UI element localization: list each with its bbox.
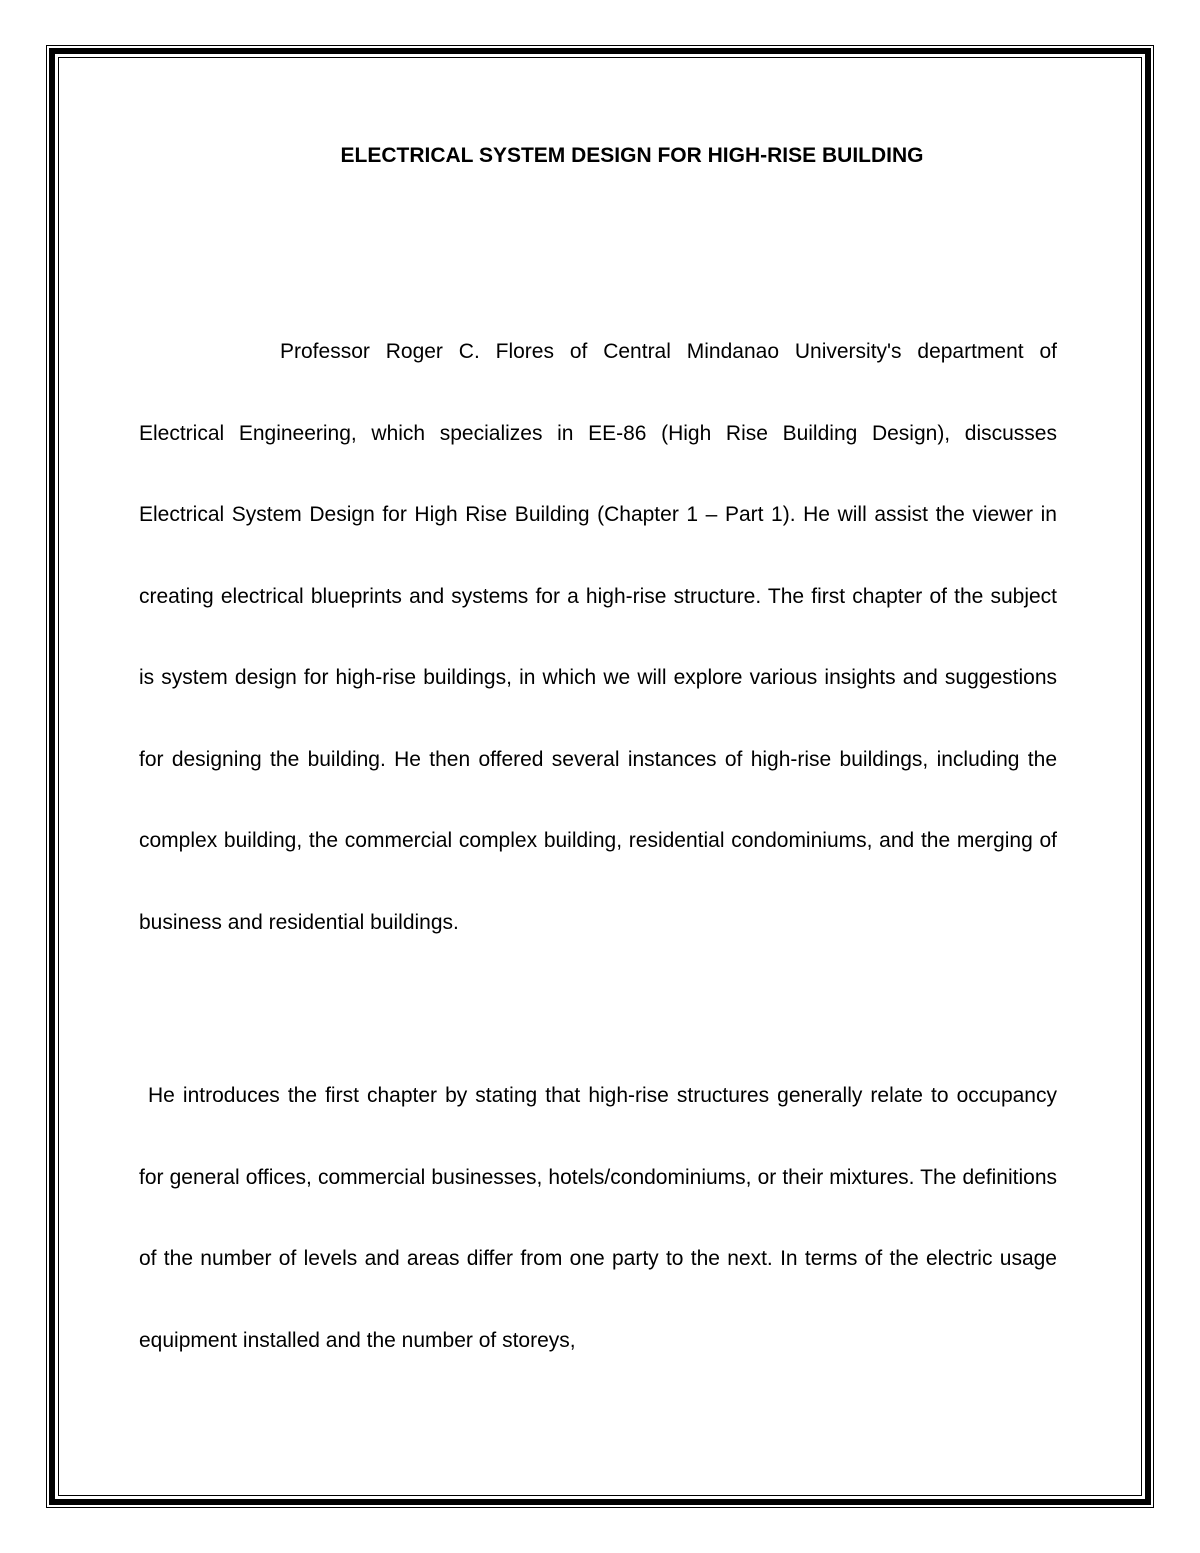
paragraph-chapter-overview: He introduces the first chapter by stating that high-rise structures generally relate to occupancy for general offices, commercial businesses, hotels/condominiums, or their mixtures. The definitions of the number of levels and areas differ from one party to the next. In terms of the electric usage equipment installed and the number of storeys, [139, 1084, 1057, 1352]
document-title: ELECTRICAL SYSTEM DESIGN FOR HIGH-RISE BUILDING [340, 144, 924, 167]
paragraph-introduction: Professor Roger C. Flores of Central Mindanao University's department of Electrical Engineering, which specializes in EE-86 (High Rise Building Design), discusses Electrical System Design for High Rise Building (Chapter 1 – Part 1). He will assist the viewer in creating electrical blueprints and systems for a high-rise structure. The first chapter of the subject is system design for high-rise buildings, in which we will explore various insights and suggestions for designing the building. He then offered several instances of high-rise buildings, including the complex building, the commercial complex building, residential condominiums, and the merging of business and residential buildings. [139, 340, 1057, 934]
